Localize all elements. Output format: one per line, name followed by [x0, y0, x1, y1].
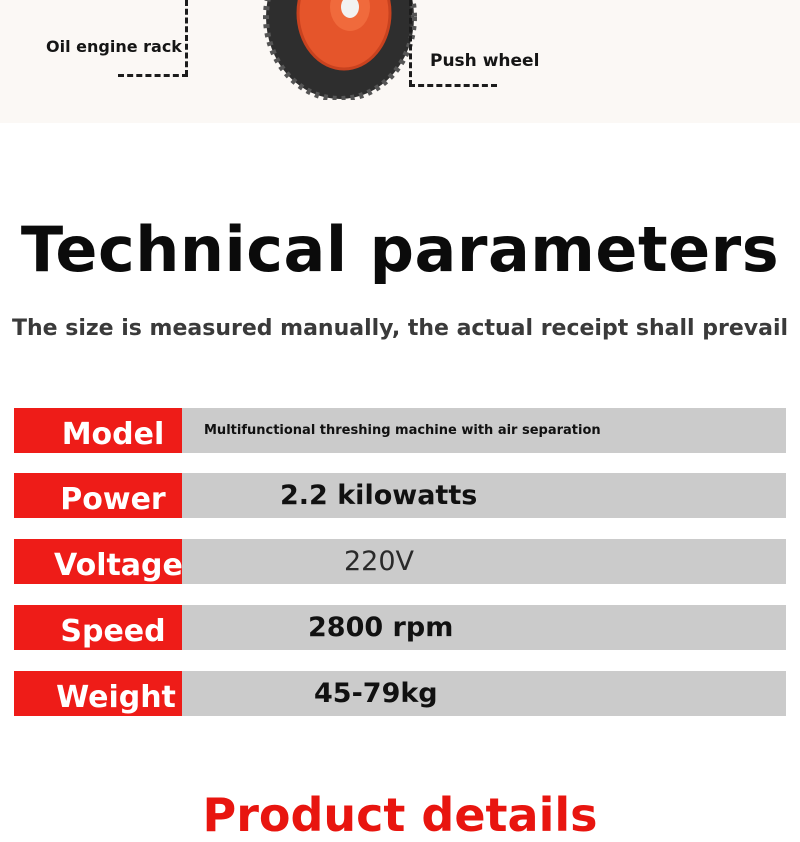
callout-line-horizontal [409, 84, 497, 87]
param-value: Multifunctional threshing machine with air separation [204, 423, 601, 438]
callout-line-vertical [409, 0, 412, 86]
callout-oil-engine-rack: Oil engine rack [46, 37, 182, 56]
param-row-power [14, 473, 786, 518]
callout-line-horizontal [118, 74, 188, 77]
callout-line-vertical [185, 0, 188, 76]
param-value: 220V [344, 546, 415, 577]
param-row-weight [14, 671, 786, 716]
callout-push-wheel: Push wheel [430, 51, 540, 71]
param-value: 2800 rpm [308, 612, 454, 643]
product-details-title: Product details [202, 788, 598, 842]
param-label: Voltage [14, 539, 182, 584]
param-label: Model [14, 408, 182, 453]
param-label: Weight [14, 671, 182, 716]
param-label: Power [14, 473, 182, 518]
param-label: Speed [14, 605, 182, 650]
wheel-icon [262, 0, 422, 100]
param-row-model [14, 408, 786, 453]
param-row-voltage [14, 539, 786, 584]
product-image-band [0, 0, 800, 123]
page-title: Technical parameters [20, 213, 780, 286]
param-value: 45-79kg [314, 678, 438, 709]
param-value: 2.2 kilowatts [280, 480, 478, 511]
page-subtitle: The size is measured manually, the actual receipt shall prevail [11, 316, 789, 341]
param-row-speed [14, 605, 786, 650]
